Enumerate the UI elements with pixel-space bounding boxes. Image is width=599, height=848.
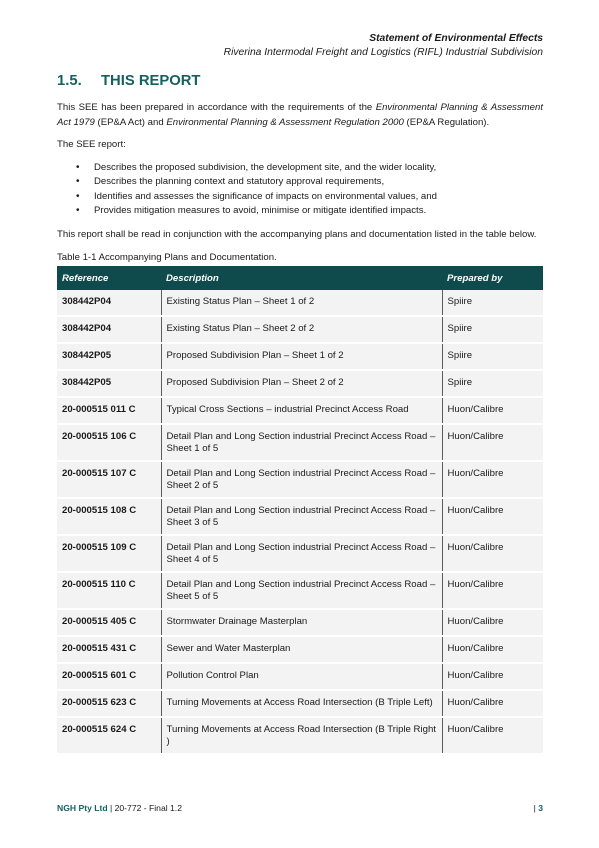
prepared-by-cell: Spiire — [442, 316, 543, 343]
description-cell: Existing Status Plan – Sheet 1 of 2 — [161, 290, 442, 316]
list-item: • Describes the proposed subdivision, the development site, and the wider locality, — [94, 161, 543, 176]
section-number: 1.5. — [57, 73, 82, 89]
page-header — [224, 32, 543, 60]
table-row — [57, 609, 543, 636]
prepared-by-cell: Huon/Calibre — [442, 663, 543, 690]
reference-cell: 20-000515 109 C — [57, 535, 161, 572]
table-row — [57, 717, 543, 754]
column-header-reference: Reference — [57, 266, 161, 290]
table-row — [57, 461, 543, 498]
list-item: • Describes the planning context and statutory approval requirements, — [94, 175, 543, 190]
footer-company: NGH Pty Ltd — [57, 803, 108, 813]
prepared-by-cell: Huon/Calibre — [442, 461, 543, 498]
reference-cell: 20-000515 011 C — [57, 397, 161, 424]
header-document-title: Statement of Environmental Effects — [369, 33, 543, 44]
description-cell: Sewer and Water Masterplan — [161, 636, 442, 663]
column-header-description: Description — [161, 266, 442, 290]
description-cell: Turning Movements at Access Road Intersection (B Triple Right ) — [161, 717, 442, 754]
list-item: • Identifies and assesses the significance of impacts on environmental values, and — [94, 190, 543, 205]
description-cell: Detail Plan and Long Section industrial Precinct Access Road – Sheet 4 of 5 — [161, 535, 442, 572]
table-row — [57, 690, 543, 717]
description-cell: Stormwater Drainage Masterplan — [161, 609, 442, 636]
section-title: THIS REPORT — [101, 73, 201, 89]
reference-cell: 20-000515 108 C — [57, 498, 161, 535]
table-row — [57, 572, 543, 609]
reference-cell: 20-000515 106 C — [57, 424, 161, 461]
prepared-by-cell: Huon/Calibre — [442, 609, 543, 636]
prepared-by-cell: Spiire — [442, 343, 543, 370]
lead-paragraph: The SEE report: — [57, 139, 126, 150]
prepared-by-cell: Huon/Calibre — [442, 424, 543, 461]
page-number-value: 3 — [538, 803, 543, 813]
description-cell: Turning Movements at Access Road Intersection (B Triple Left) — [161, 690, 442, 717]
prepared-by-cell: Spiire — [442, 370, 543, 397]
footer-document-info — [57, 803, 182, 813]
description-cell: Proposed Subdivision Plan – Sheet 1 of 2 — [161, 343, 442, 370]
table-row — [57, 316, 543, 343]
intro-regulation-name: Environmental Planning & Assessment Regulation 2000 — [166, 116, 404, 128]
table-caption: Table 1-1 Accompanying Plans and Documentation. — [57, 252, 277, 264]
reference-cell: 20-000515 110 C — [57, 572, 161, 609]
table-header-row — [57, 266, 543, 290]
reference-cell: 20-000515 624 C — [57, 717, 161, 754]
reference-cell: 308442P05 — [57, 370, 161, 397]
table-row — [57, 424, 543, 461]
page-number-separator: | — [533, 803, 539, 813]
table-row — [57, 535, 543, 572]
description-cell: Proposed Subdivision Plan – Sheet 2 of 2 — [161, 370, 442, 397]
plans-table — [57, 266, 543, 755]
prepared-by-cell: Huon/Calibre — [442, 717, 543, 754]
list-item: • Provides mitigation measures to avoid, minimise or mitigate identified impacts. — [94, 204, 543, 219]
description-cell: Pollution Control Plan — [161, 663, 442, 690]
reference-cell: 20-000515 623 C — [57, 690, 161, 717]
description-cell: Existing Status Plan – Sheet 2 of 2 — [161, 316, 442, 343]
table-row — [57, 663, 543, 690]
closing-paragraph: This report shall be read in conjunction with the accompanying plans and documentation listed in the table below. — [57, 228, 537, 240]
prepared-by-cell: Huon/Calibre — [442, 397, 543, 424]
reference-cell: 20-000515 107 C — [57, 461, 161, 498]
intro-text-2: (EP&A Act) and — [94, 116, 167, 128]
prepared-by-cell: Huon/Calibre — [442, 535, 543, 572]
table-row — [57, 343, 543, 370]
reference-cell: 20-000515 601 C — [57, 663, 161, 690]
page-content — [57, 72, 543, 755]
reference-cell: 308442P04 — [57, 316, 161, 343]
column-header-prepared-by: Prepared by — [442, 266, 543, 290]
footer-document-number: | 20-772 - Final 1.2 — [107, 803, 182, 813]
description-cell: Detail Plan and Long Section industrial Precinct Access Road – Sheet 2 of 5 — [161, 461, 442, 498]
prepared-by-cell: Huon/Calibre — [442, 498, 543, 535]
prepared-by-cell: Huon/Calibre — [442, 572, 543, 609]
description-cell: Detail Plan and Long Section industrial Precinct Access Road – Sheet 3 of 5 — [161, 498, 442, 535]
page-number — [534, 803, 543, 813]
table-row — [57, 290, 543, 316]
report-scope-list — [57, 161, 543, 219]
reference-cell: 308442P05 — [57, 343, 161, 370]
description-cell: Typical Cross Sections – industrial Precinct Access Road — [161, 397, 442, 424]
description-cell: Detail Plan and Long Section industrial Precinct Access Road – Sheet 5 of 5 — [161, 572, 442, 609]
reference-cell: 308442P04 — [57, 290, 161, 316]
prepared-by-cell: Huon/Calibre — [442, 690, 543, 717]
page-footer — [57, 803, 543, 813]
description-cell: Detail Plan and Long Section industrial Precinct Access Road – Sheet 1 of 5 — [161, 424, 442, 461]
intro-text-3: (EP&A Regulation). — [403, 116, 490, 128]
table-row — [57, 636, 543, 663]
reference-cell: 20-000515 431 C — [57, 636, 161, 663]
prepared-by-cell: Huon/Calibre — [442, 636, 543, 663]
table-row — [57, 370, 543, 397]
intro-paragraph — [57, 101, 543, 130]
section-heading — [57, 72, 543, 90]
table-row — [57, 397, 543, 424]
table-row — [57, 498, 543, 535]
prepared-by-cell: Spiire — [442, 290, 543, 316]
header-project-title: Riverina Intermodal Freight and Logistics (RIFL) Industrial Subdivision — [223, 47, 543, 58]
reference-cell: 20-000515 405 C — [57, 609, 161, 636]
intro-act-name: Environmental Planning & Assessment Act 1979 — [57, 102, 543, 128]
intro-text-1: This SEE has been prepared in accordance with the requirements of the — [57, 102, 376, 113]
